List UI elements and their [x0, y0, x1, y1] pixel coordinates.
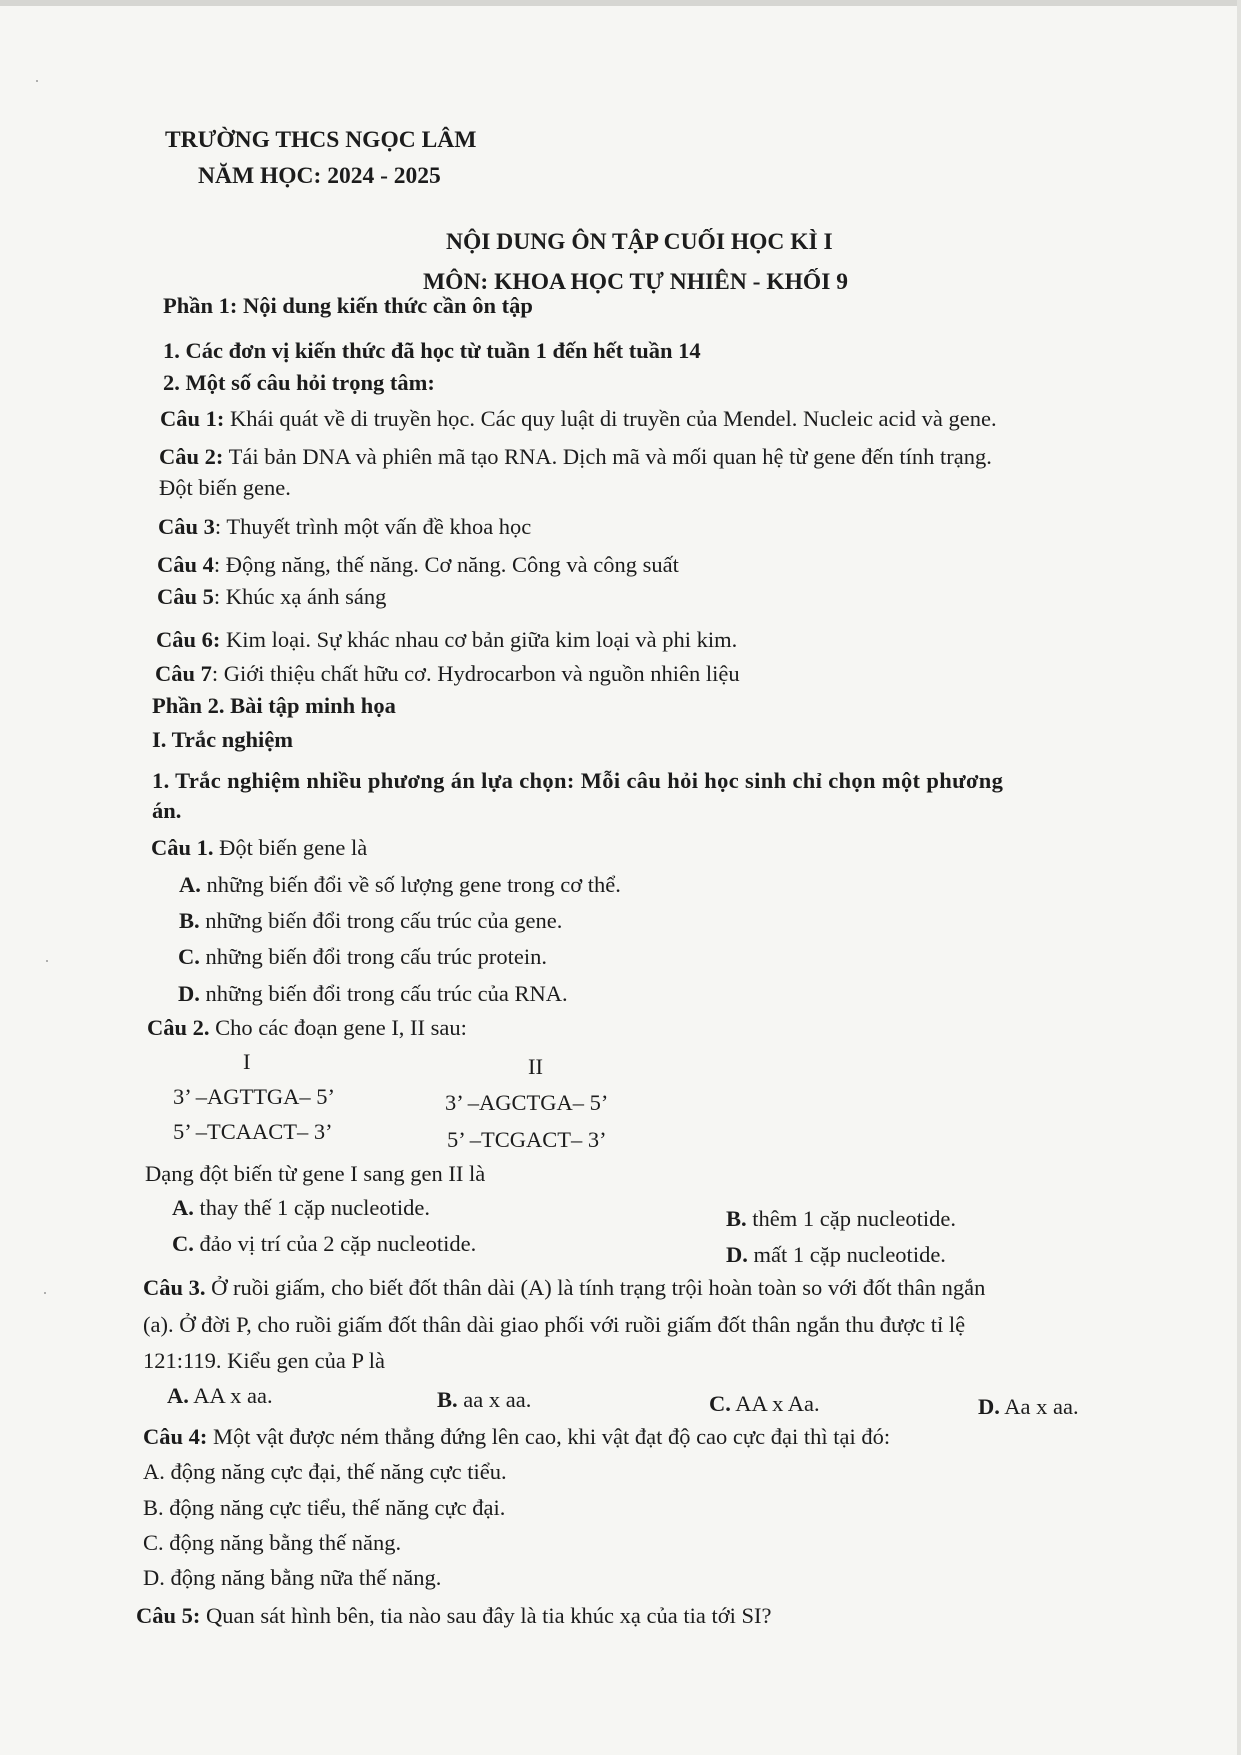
scan-edge: [0, 0, 1241, 6]
answer-option: [179, 907, 562, 935]
option-text: AA x Aa.: [730, 1391, 820, 1416]
scan-edge: [1237, 0, 1241, 1755]
topic-text: Kim loại. Sự khác nhau cơ bản giữa kim loại và phi kim.: [220, 627, 738, 652]
instruction-line: 1. Trắc nghiệm nhiều phương án lựa chọn: Mỗi câu hỏi học sinh chỉ chọn một phương: [152, 768, 1004, 793]
subject-title: MÔN: KHOA HỌC TỰ NHIÊN - KHỐI 9: [423, 269, 848, 295]
topic-line-continued: Đột biến gene.: [159, 475, 291, 500]
answer-option: [179, 871, 621, 899]
school-year: NĂM HỌC: 2024 - 2025: [198, 163, 441, 189]
gene-strand: 3’ –AGTTGA– 5’: [173, 1084, 336, 1109]
topic-text: : Khúc xạ ánh sáng: [213, 584, 387, 609]
answer-option: [709, 1390, 820, 1418]
question-prompt: Dạng đột biến từ gene I sang gen II là: [145, 1161, 486, 1186]
question-label: Câu 2.: [147, 1015, 210, 1040]
option-letter: C.: [178, 944, 200, 969]
option-letter: D.: [178, 981, 200, 1006]
answer-option: [726, 1205, 956, 1233]
answer-option: [437, 1386, 531, 1414]
answer-option: D. động năng bằng nữa thế năng.: [143, 1565, 442, 1590]
topic-line: [160, 405, 997, 433]
section-heading: I. Trắc nghiệm: [152, 727, 294, 752]
question-3: [143, 1274, 985, 1302]
question-text: Quan sát hình bên, tia nào sau đây là tia khúc xạ của tia tới SI?: [200, 1603, 772, 1628]
option-letter: A.: [172, 1195, 194, 1220]
question-4: [143, 1423, 890, 1451]
option-text: thêm 1 cặp nucleotide.: [746, 1206, 956, 1231]
part1-item: 2. Một số câu hỏi trọng tâm:: [163, 370, 435, 395]
option-letter: B.: [437, 1387, 458, 1412]
topic-label: Câu 5: [157, 584, 214, 609]
question-text: Cho các đoạn gene I, II sau:: [209, 1015, 467, 1040]
question-label: Câu 1.: [151, 835, 214, 860]
topic-line: [159, 443, 992, 471]
option-text: đảo vị trí của 2 cặp nucleotide.: [193, 1231, 477, 1256]
question-text: Một vật được ném thẳng đứng lên cao, khi vật đạt độ cao cực đại thì tại đó:: [207, 1424, 891, 1449]
option-text: những biến đổi trong cấu trúc của gene.: [199, 908, 563, 933]
answer-option: [172, 1230, 476, 1258]
answer-option: A. động năng cực đại, thế năng cực tiểu.: [143, 1459, 507, 1484]
option-text: những biến đổi về số lượng gene trong cơ thể.: [200, 872, 621, 897]
answer-option: [178, 980, 568, 1008]
question-5: [136, 1602, 772, 1630]
document-title: NỘI DUNG ÔN TẬP CUỐI HỌC KÌ I: [446, 229, 833, 255]
answer-option: [978, 1393, 1079, 1421]
option-text: những biến đổi trong cấu trúc protein.: [199, 944, 547, 969]
answer-option: C. động năng bằng thế năng.: [143, 1530, 402, 1555]
part1-item: 1. Các đơn vị kiến thức đã học từ tuần 1 đến hết tuần 14: [163, 338, 701, 363]
option-text: mất 1 cặp nucleotide.: [747, 1242, 946, 1267]
topic-text: Tái bản DNA và phiên mã tạo RNA. Dịch mã và mối quan hệ từ gene đến tính trạng.: [223, 444, 992, 469]
answer-option: [167, 1382, 273, 1410]
option-letter: D.: [978, 1394, 1000, 1419]
topic-line: [158, 513, 531, 541]
option-text: AA x aa.: [188, 1383, 273, 1408]
gene-strand: 3’ –AGCTGA– 5’: [445, 1090, 609, 1115]
question-text: Ở ruồi giấm, cho biết đốt thân dài (A) là tính trạng trội hoàn toàn so với đốt thân ngắn: [205, 1275, 986, 1300]
option-text: những biến đổi trong cấu trúc của RNA.: [199, 981, 568, 1006]
topic-label: Câu 6:: [156, 627, 221, 652]
instruction-line: án.: [152, 798, 182, 823]
option-text: thay thế 1 cặp nucleotide.: [193, 1195, 431, 1220]
answer-option: [726, 1241, 946, 1269]
scan-speck: [36, 80, 38, 82]
question-1: [151, 834, 367, 862]
gene-strand: 5’ –TCAACT– 3’: [173, 1119, 333, 1144]
topic-label: Câu 7: [155, 661, 212, 686]
answer-option: [178, 943, 547, 971]
topic-line: [155, 660, 740, 688]
question-text: Đột biến gene là: [213, 835, 368, 860]
topic-text: : Giới thiệu chất hữu cơ. Hydrocarbon và nguồn nhiên liệu: [211, 661, 740, 686]
option-letter: A.: [167, 1383, 189, 1408]
option-letter: C.: [709, 1391, 731, 1416]
school-name: TRƯỜNG THCS NGỌC LÂM: [165, 127, 477, 153]
scan-speck: [44, 1292, 46, 1294]
scan-speck: [46, 960, 48, 962]
option-letter: A.: [179, 872, 201, 897]
question-text-line: 121:119. Kiểu gen của P là: [143, 1348, 386, 1373]
gene-column-label: I: [243, 1049, 251, 1074]
topic-text: : Động năng, thế năng. Cơ năng. Công và công suất: [213, 552, 679, 577]
question-2: [147, 1014, 467, 1042]
topic-line: [157, 551, 679, 579]
gene-strand: 5’ –TCGACT– 3’: [447, 1127, 607, 1152]
topic-label: Câu 3: [158, 514, 215, 539]
answer-option: B. động năng cực tiểu, thế năng cực đại.: [143, 1495, 506, 1520]
question-text-line: (a). Ở đời P, cho ruồi giấm đốt thân dài giao phối với ruồi giấm đốt thân ngắn thu được tỉ lệ: [143, 1312, 966, 1337]
topic-text: : Thuyết trình một vấn đề khoa học: [214, 514, 532, 539]
option-letter: C.: [172, 1231, 194, 1256]
part1-heading: Phần 1: Nội dung kiến thức cần ôn tập: [163, 293, 533, 318]
question-label: Câu 4:: [143, 1424, 208, 1449]
option-letter: D.: [726, 1242, 748, 1267]
topic-label: Câu 4: [157, 552, 214, 577]
option-text: aa x aa.: [457, 1387, 532, 1412]
answer-option: [172, 1194, 430, 1222]
part2-heading: Phần 2. Bài tập minh họa: [152, 693, 396, 718]
gene-column-label: II: [528, 1054, 543, 1079]
topic-label: Câu 2:: [159, 444, 224, 469]
option-text: Aa x aa.: [999, 1394, 1079, 1419]
topic-line: [157, 583, 386, 611]
topic-label: Câu 1:: [160, 406, 225, 431]
question-label: Câu 3.: [143, 1275, 206, 1300]
topic-line: [156, 626, 737, 654]
option-letter: B.: [179, 908, 200, 933]
topic-text: Khái quát về di truyền học. Các quy luật di truyền của Mendel. Nucleic acid và gene.: [224, 406, 997, 431]
option-letter: B.: [726, 1206, 747, 1231]
question-label: Câu 5:: [136, 1603, 201, 1628]
